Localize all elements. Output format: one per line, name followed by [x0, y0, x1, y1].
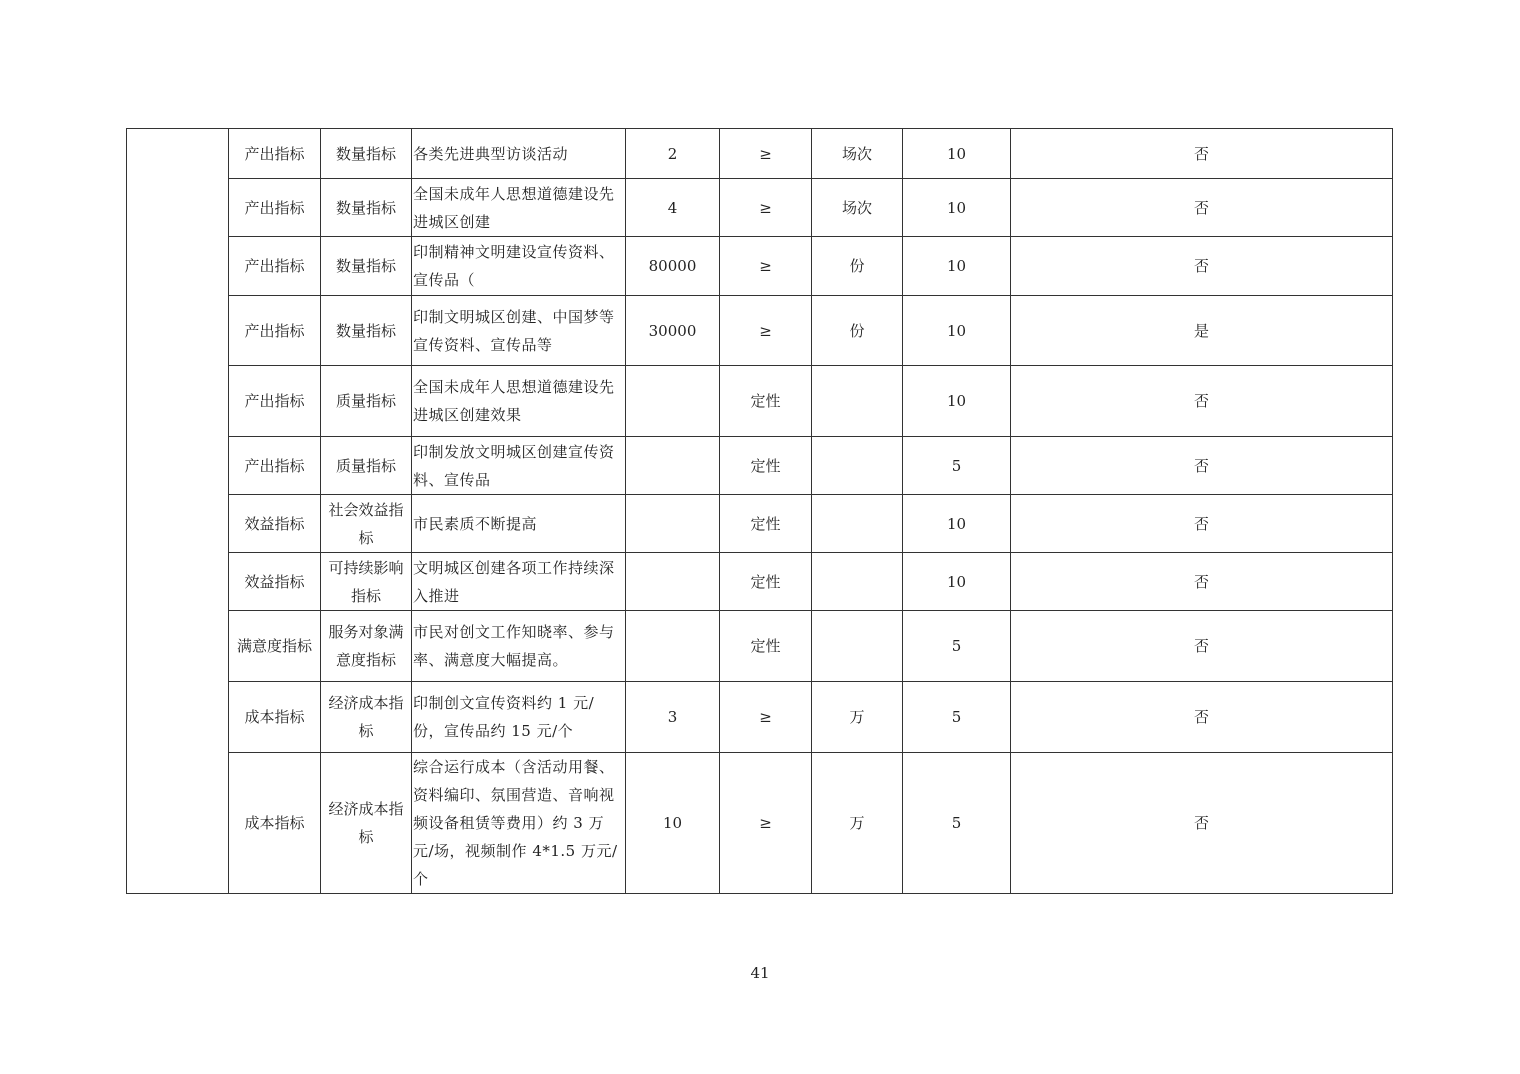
indicator-score: 10: [903, 495, 1011, 553]
level2-indicator: 经济成本指标: [321, 753, 412, 894]
indicator-score: 10: [903, 296, 1011, 366]
level2-indicator: 数量指标: [321, 129, 412, 179]
table-row: [127, 296, 1393, 366]
indicator-unit: 场次: [812, 179, 903, 237]
indicator-description: 全国未成年人思想道德建设先进城区创建效果: [412, 366, 626, 437]
indicator-unit: [812, 611, 903, 682]
level1-indicator: 产出指标: [229, 129, 321, 179]
indicator-score: 10: [903, 553, 1011, 611]
level2-indicator: 数量指标: [321, 237, 412, 296]
indicator-unit: 万: [812, 682, 903, 753]
indicator-description: 市民对创文工作知晓率、参与率、满意度大幅提高。: [412, 611, 626, 682]
indicator-value: 30000: [626, 296, 720, 366]
indicator-flag: 是: [1011, 296, 1393, 366]
level1-indicator: 产出指标: [229, 437, 321, 495]
table-row: [127, 366, 1393, 437]
level2-indicator: 可持续影响指标: [321, 553, 412, 611]
level2-indicator: 服务对象满意度指标: [321, 611, 412, 682]
table-row: [127, 437, 1393, 495]
table-row: [127, 682, 1393, 753]
indicator-operator: 定性: [720, 495, 812, 553]
indicator-value: 2: [626, 129, 720, 179]
indicator-unit: [812, 553, 903, 611]
table-row: [127, 237, 1393, 296]
indicator-unit: [812, 437, 903, 495]
indicator-score: 5: [903, 437, 1011, 495]
level1-indicator: 成本指标: [229, 753, 321, 894]
indicator-operator: 定性: [720, 611, 812, 682]
indicator-flag: 否: [1011, 366, 1393, 437]
indicator-operator: ≥: [720, 296, 812, 366]
indicator-description: 综合运行成本（含活动用餐、资料编印、氛围营造、音响视频设备租赁等费用）约 3 万元/场，视频制作 4*1.5 万元/个: [412, 753, 626, 894]
indicator-unit: 份: [812, 296, 903, 366]
level2-indicator: 社会效益指标: [321, 495, 412, 553]
table-row: [127, 179, 1393, 237]
page-number: 41: [750, 964, 770, 982]
indicator-description: 印制文明城区创建、中国梦等宣传资料、宣传品等: [412, 296, 626, 366]
indicator-score: 10: [903, 179, 1011, 237]
indicator-operator: 定性: [720, 553, 812, 611]
level2-indicator: 经济成本指标: [321, 682, 412, 753]
indicator-flag: 否: [1011, 611, 1393, 682]
level1-indicator: 产出指标: [229, 366, 321, 437]
performance-indicator-table: [126, 128, 1393, 894]
indicator-value: [626, 495, 720, 553]
indicator-description: 市民素质不断提高: [412, 495, 626, 553]
indicator-unit: [812, 366, 903, 437]
indicator-description: 各类先进典型访谈活动: [412, 129, 626, 179]
indicator-operator: ≥: [720, 129, 812, 179]
indicator-flag: 否: [1011, 179, 1393, 237]
indicator-operator: ≥: [720, 753, 812, 894]
indicator-value: 3: [626, 682, 720, 753]
indicator-value: [626, 437, 720, 495]
level1-indicator: 效益指标: [229, 553, 321, 611]
table-row: [127, 611, 1393, 682]
table-row: [127, 753, 1393, 894]
level2-indicator: 质量指标: [321, 366, 412, 437]
indicator-unit: 万: [812, 753, 903, 894]
table-row: [127, 495, 1393, 553]
indicator-score: 5: [903, 753, 1011, 894]
indicator-operator: 定性: [720, 437, 812, 495]
indicator-description: 文明城区创建各项工作持续深入推进: [412, 553, 626, 611]
level1-indicator: 产出指标: [229, 237, 321, 296]
indicator-flag: 否: [1011, 495, 1393, 553]
table-row: [127, 553, 1393, 611]
level1-indicator: 产出指标: [229, 296, 321, 366]
indicator-score: 10: [903, 366, 1011, 437]
indicator-unit: [812, 495, 903, 553]
indicator-operator: ≥: [720, 237, 812, 296]
level1-indicator: 成本指标: [229, 682, 321, 753]
indicator-description: 全国未成年人思想道德建设先进城区创建: [412, 179, 626, 237]
level1-indicator: 效益指标: [229, 495, 321, 553]
indicator-unit: 场次: [812, 129, 903, 179]
indicator-value: 4: [626, 179, 720, 237]
indicator-value: [626, 611, 720, 682]
indicator-flag: 否: [1011, 237, 1393, 296]
indicator-description: 印制发放文明城区创建宣传资料、宣传品: [412, 437, 626, 495]
indicator-operator: 定性: [720, 366, 812, 437]
indicator-description: 印制精神文明建设宣传资料、宣传品（: [412, 237, 626, 296]
indicator-value: 10: [626, 753, 720, 894]
indicator-flag: 否: [1011, 682, 1393, 753]
indicator-value: [626, 366, 720, 437]
level1-indicator: 满意度指标: [229, 611, 321, 682]
level2-indicator: 数量指标: [321, 296, 412, 366]
indicator-score: 5: [903, 611, 1011, 682]
level2-indicator: 质量指标: [321, 437, 412, 495]
table-row: [127, 129, 1393, 179]
indicator-description: 印制创文宣传资料约 1 元/份，宣传品约 15 元/个: [412, 682, 626, 753]
level1-indicator: 产出指标: [229, 179, 321, 237]
indicator-flag: 否: [1011, 553, 1393, 611]
indicator-unit: 份: [812, 237, 903, 296]
indicator-flag: 否: [1011, 753, 1393, 894]
indicator-value: 80000: [626, 237, 720, 296]
level2-indicator: 数量指标: [321, 179, 412, 237]
indicator-operator: ≥: [720, 179, 812, 237]
indicator-score: 10: [903, 237, 1011, 296]
indicator-operator: ≥: [720, 682, 812, 753]
indicator-score: 10: [903, 129, 1011, 179]
indicator-score: 5: [903, 682, 1011, 753]
indicator-flag: 否: [1011, 129, 1393, 179]
project-cell: [127, 129, 229, 894]
indicator-flag: 否: [1011, 437, 1393, 495]
indicator-value: [626, 553, 720, 611]
